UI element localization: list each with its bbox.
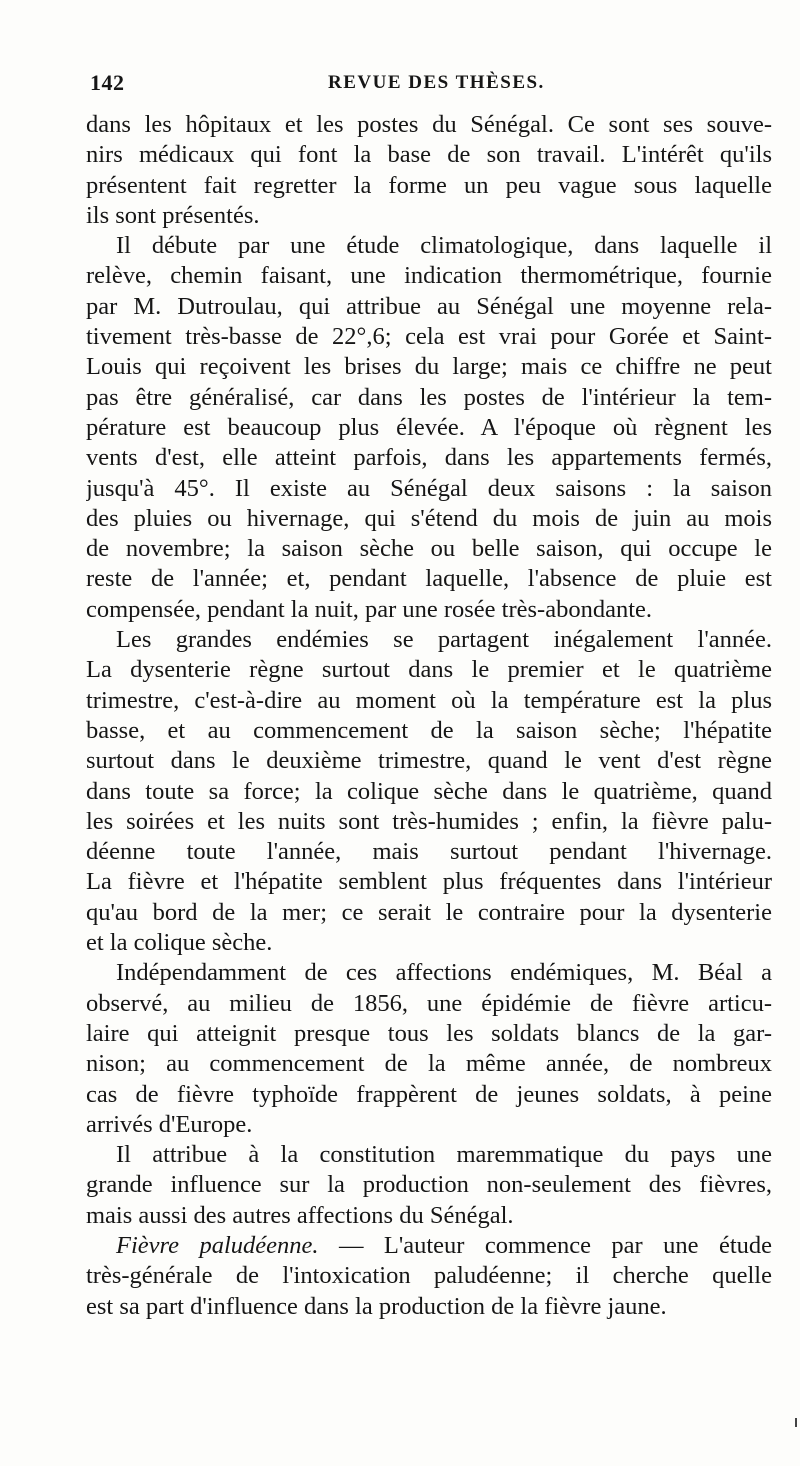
text-line: dans les hôpitaux et les postes du Sénégal. Ce sont ses souve- <box>86 111 772 138</box>
text-line: très-générale de l'intoxication paludéenne; il cherche quelle <box>86 1262 772 1290</box>
paragraph-2 <box>86 231 772 625</box>
text-line: relève, chemin faisant, une indication thermométrique, fournie <box>86 262 772 290</box>
text-line: est sa part d'influence dans la production de la fièvre jaune. <box>86 1292 667 1320</box>
text-line: présentent fait regretter la forme un peu vague sous laquelle <box>86 171 772 199</box>
text-line: qu'au bord de la mer; ce serait le contraire pour la dysenterie <box>86 898 772 926</box>
text-line: reste de l'année; et, pendant laquelle, l'absence de pluie est <box>86 565 772 593</box>
text-line-continuation: — L'auteur commence par une étude <box>318 1231 772 1259</box>
text-line: mais aussi des autres affections du Sénégal. <box>86 1201 514 1229</box>
text-line: Les grandes endémies se partagent inégalement l'année. <box>116 626 772 654</box>
text-line: grande influence sur la production non-seulement des fièvres, <box>86 1171 772 1199</box>
text-line-with-italic-lead <box>86 1231 772 1261</box>
page-number: 142 <box>90 70 125 95</box>
text-line: dans toute sa force; la colique sèche dans le quatrième, quand <box>86 777 772 805</box>
paragraph-1 <box>86 110 772 231</box>
text-line: basse, et au commencement de la saison sèche; l'hépatite <box>86 716 772 744</box>
text-line: laire qui atteignit presque tous les soldats blancs de la gar- <box>86 1019 772 1047</box>
text-line: jusqu'à 45°. Il existe au Sénégal deux saisons : la saison <box>86 474 772 502</box>
page-edge-mark <box>795 1418 797 1427</box>
text-line: et la colique sèche. <box>86 929 273 957</box>
text-line: de novembre; la saison sèche ou belle saison, qui occupe le <box>86 535 772 563</box>
page-header <box>90 70 770 100</box>
text-line: Il attribue à la constitution maremmatique du pays une <box>116 1141 772 1169</box>
text-line: pérature est beaucoup plus élevée. A l'époque où règnent les <box>86 413 772 441</box>
paragraph-3 <box>86 625 772 958</box>
text-line: cas de fièvre typhoïde frappèrent de jeunes soldats, à peine <box>86 1080 772 1108</box>
text-line: les soirées et les nuits sont très-humides ; enfin, la fièvre palu- <box>86 807 772 835</box>
text-line: La dysenterie règne surtout dans le premier et le quatrième <box>86 656 772 684</box>
text-line: compensée, pendant la nuit, par une rosée très-abondante. <box>86 595 653 623</box>
text-line: surtout dans le deuxième trimestre, quand le vent d'est règne <box>86 747 772 775</box>
text-line: Louis qui reçoivent les brises du large; mais ce chiffre ne peut <box>86 353 772 381</box>
text-line: La fièvre et l'hépatite semblent plus fréquentes dans l'intérieur <box>86 868 772 896</box>
text-line: tivement très-basse de 22°,6; cela est vrai pour Gorée et Saint- <box>86 323 772 351</box>
paragraph-4 <box>86 958 772 1140</box>
text-line: pas être généralisé, car dans les postes de l'intérieur la tem- <box>86 383 772 411</box>
text-line: Il débute par une étude climatologique, dans laquelle il <box>116 232 772 260</box>
text-line: vents d'est, elle atteint parfois, dans les appartements fermés, <box>86 444 772 472</box>
section-heading-italic: Fièvre paludéenne. <box>116 1231 319 1259</box>
text-line: nison; au commencement de la même année, de nombreux <box>86 1050 772 1078</box>
paragraph-5 <box>86 1140 772 1231</box>
text-line: arrivés d'Europe. <box>86 1110 253 1138</box>
running-title: REVUE DES THÈSES. <box>328 72 545 93</box>
text-line: trimestre, c'est-à-dire au moment où la température est la plus <box>86 686 772 714</box>
text-line: par M. Dutroulau, qui attribue au Sénégal une moyenne rela- <box>86 292 772 320</box>
text-line: nirs médicaux qui font la base de son travail. L'intérêt qu'ils <box>86 141 772 169</box>
text-line: Indépendamment de ces affections endémiques, M. Béal a <box>116 959 772 987</box>
body-text <box>86 110 772 1322</box>
paragraph-6 <box>86 1231 772 1322</box>
text-line: observé, au milieu de 1856, une épidémie de fièvre articu- <box>86 989 772 1017</box>
text-line: ils sont présentés. <box>86 201 260 229</box>
text-line: déenne toute l'année, mais surtout pendant l'hivernage. <box>86 838 772 866</box>
text-line: des pluies ou hivernage, qui s'étend du mois de juin au mois <box>86 504 772 532</box>
